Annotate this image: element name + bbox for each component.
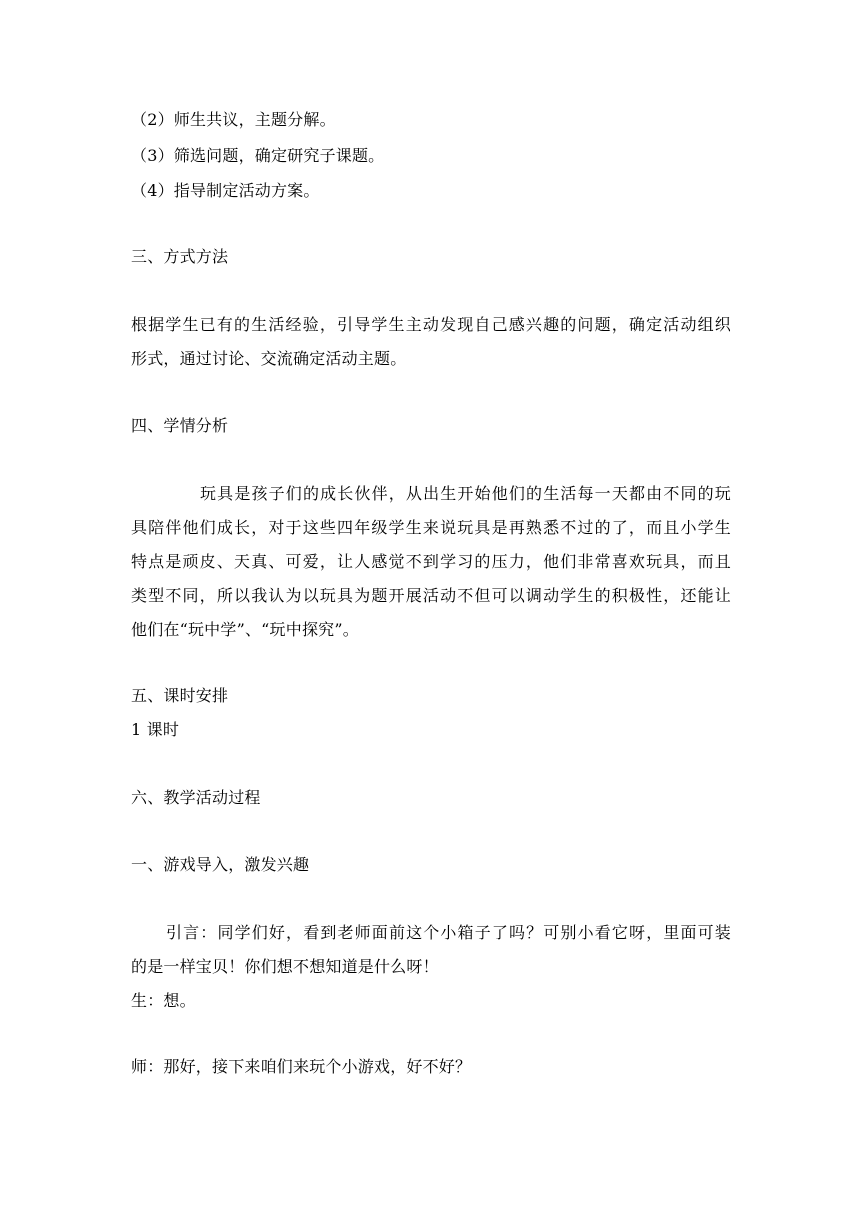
analysis-paragraph-line-4: 类型不同，所以我认为以玩具为题开展活动不但可以调动学生的积极性，还能让 [131,586,731,605]
step-2: （2）师生共议，主题分解。 [131,110,336,129]
intro-line-1: 引言：同学们好，看到老师面前这个小箱子了吗？可别小看它呀，里面可装 [166,923,731,942]
schedule-content: 1 课时 [131,720,180,739]
section-heading-analysis: 四、学情分析 [131,416,229,435]
methods-paragraph-line-2: 形式，通过讨论、交流确定活动主题。 [131,349,407,368]
part-heading-intro: 一、游戏导入，激发兴趣 [131,855,310,874]
teacher-reply: 师：那好，接下来咱们来玩个小游戏，好不好？ [131,1057,472,1076]
student-reply: 生：想。 [131,991,196,1010]
analysis-paragraph-line-3: 特点是顽皮、天真、可爱，让人感觉不到学习的压力，他们非常喜欢玩具，而且 [131,552,731,571]
section-heading-methods: 三、方式方法 [131,247,229,266]
step-3: （3）筛选问题，确定研究子课题。 [131,146,385,165]
section-heading-schedule: 五、课时安排 [131,686,229,705]
intro-line-2: 的是一样宝贝！你们想不想知道是什么呀！ [131,957,439,976]
section-heading-process: 六、教学活动过程 [131,788,261,807]
step-4: （4）指导制定活动方案。 [131,181,320,200]
analysis-paragraph-line-5: 他们在“玩中学”、“玩中探究”。 [131,620,359,639]
analysis-paragraph-line-1: 玩具是孩子们的成长伙伴，从出生开始他们的生活每一天都由不同的玩 [200,484,731,503]
methods-paragraph-line-1: 根据学生已有的生活经验，引导学生主动发现自己感兴趣的问题，确定活动组织 [131,315,731,334]
analysis-paragraph-line-2: 具陪伴他们成长，对于这些四年级学生来说玩具是再熟悉不过的了，而且小学生 [131,518,731,537]
